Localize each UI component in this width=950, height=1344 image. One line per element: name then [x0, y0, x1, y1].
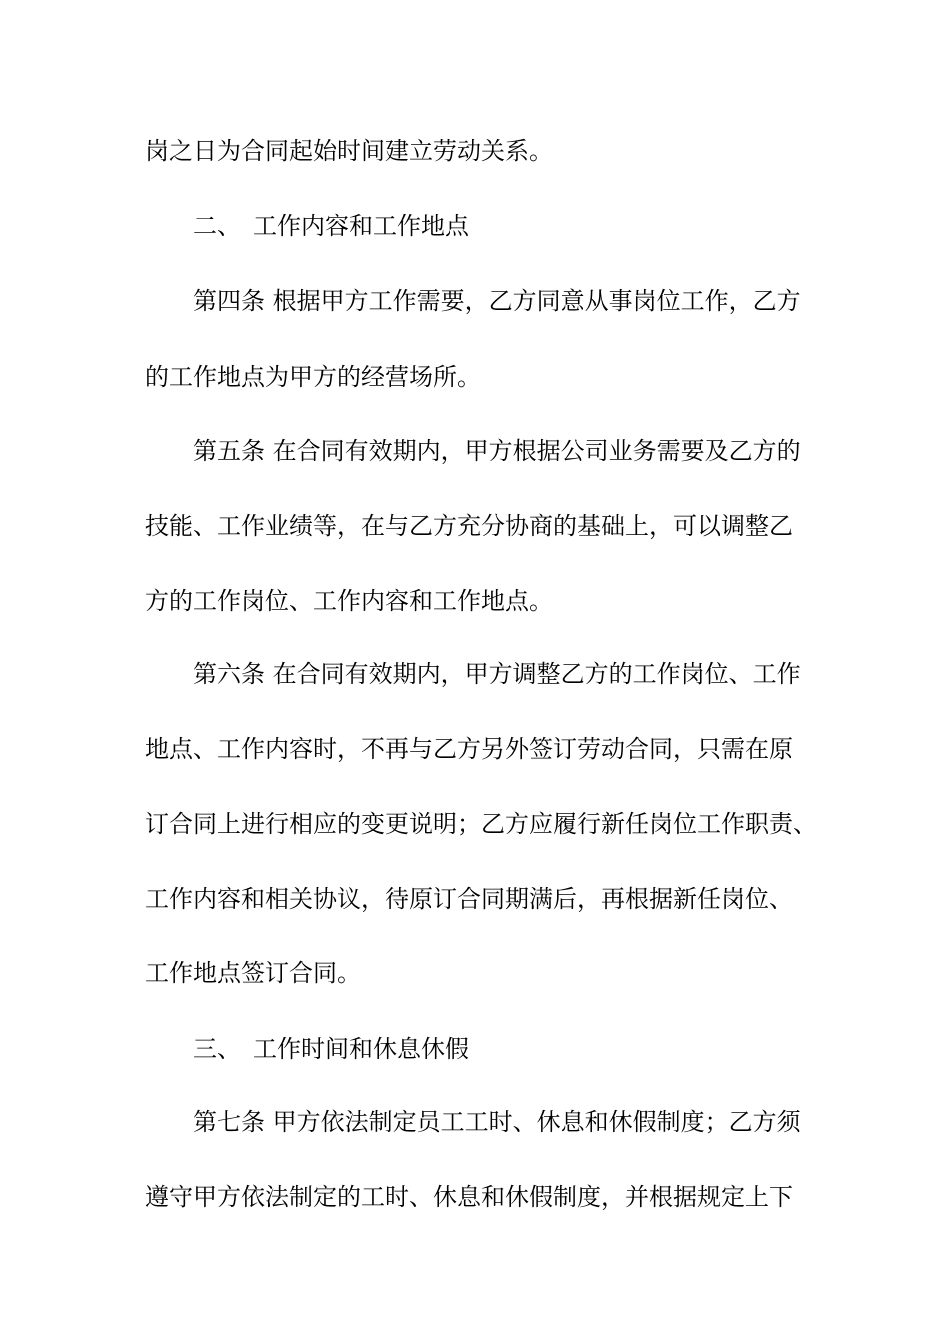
section-title: 工作时间和休息休假 [253, 1035, 469, 1063]
text-line: 地点、工作内容时，不再与乙方另外签订劳动合同，只需在原 [145, 735, 793, 763]
article-line: 第七条 甲方依法制定员工工时、休息和休假制度；乙方须 [193, 1108, 801, 1136]
article-line: 第五条 在合同有效期内，甲方根据公司业务需要及乙方的 [193, 437, 801, 465]
section-heading [193, 1034, 873, 1064]
text-line: 订合同上进行相应的变更说明；乙方应履行新任岗位工作职责、 [145, 810, 817, 838]
text-line: 方的工作岗位、工作内容和工作地点。 [145, 587, 553, 615]
text-line: 技能、工作业绩等，在与乙方充分协商的基础上，可以调整乙 [145, 512, 793, 540]
text-line: 工作内容和相关协议，待原订合同期满后，再根据新任岗位、 [145, 885, 793, 913]
text-line: 岗之日为合同起始时间建立劳动关系。 [145, 137, 553, 165]
text-line: 工作地点签订合同。 [145, 959, 361, 987]
text-line: 遵守甲方依法制定的工时、休息和休假制度，并根据规定上下 [145, 1183, 793, 1211]
section-number: 二、 [193, 212, 241, 240]
section-heading [193, 211, 873, 241]
section-number: 三、 [193, 1035, 241, 1063]
section-title: 工作内容和工作地点 [253, 212, 469, 240]
text-line: 的工作地点为甲方的经营场所。 [145, 363, 481, 391]
article-line: 第四条 根据甲方工作需要，乙方同意从事岗位工作，乙方 [193, 287, 801, 315]
article-line: 第六条 在合同有效期内，甲方调整乙方的工作岗位、工作 [193, 660, 801, 688]
